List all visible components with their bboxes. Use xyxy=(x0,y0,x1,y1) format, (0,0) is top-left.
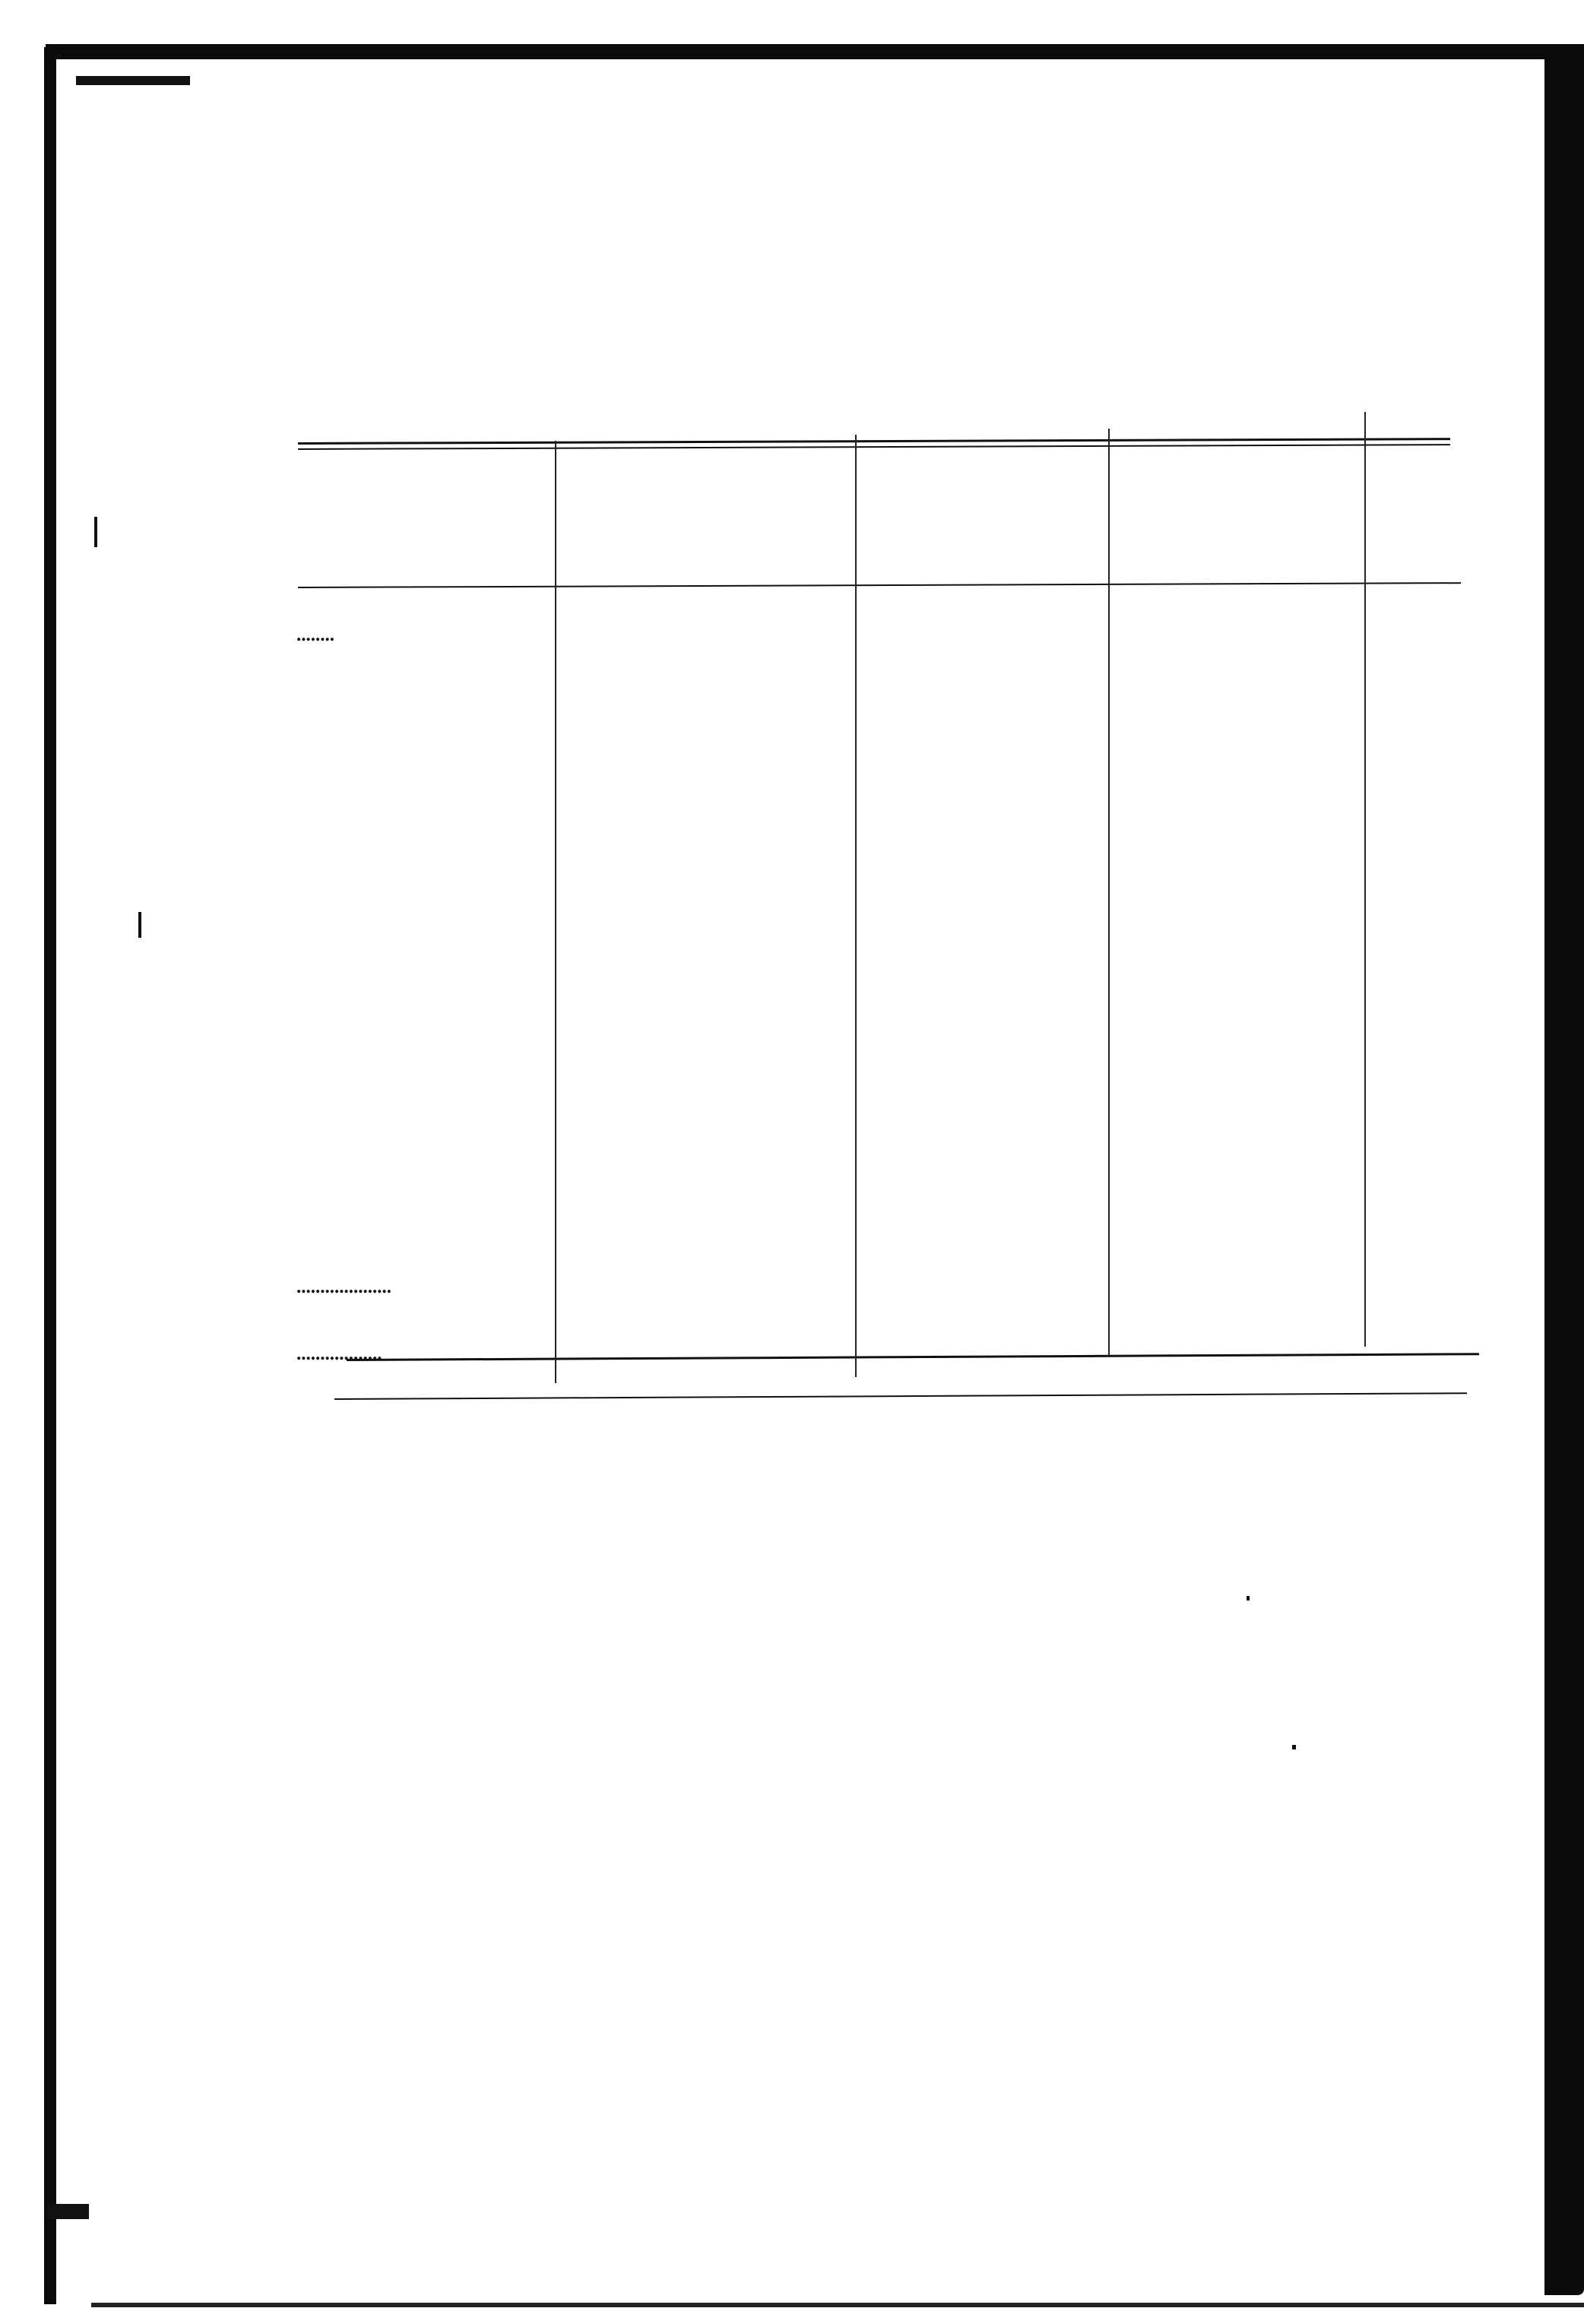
scan-border-right xyxy=(1544,46,1584,2295)
table-top-rule-2 xyxy=(298,444,1450,450)
table-bottom-rule-2 xyxy=(334,1392,1467,1400)
scan-speck xyxy=(138,912,141,938)
column-divider xyxy=(555,441,556,1383)
scan-border-left xyxy=(44,47,56,2304)
leader-dots: .................... xyxy=(296,1277,391,1297)
country-cell xyxy=(296,625,562,646)
scan-speck xyxy=(94,517,97,547)
table-top-rule xyxy=(298,438,1450,445)
leader-dots: .................. xyxy=(296,1344,382,1364)
column-divider xyxy=(1364,412,1366,1347)
table-caption xyxy=(295,257,1465,281)
name-column xyxy=(865,600,1110,602)
country-cell xyxy=(296,1277,562,1298)
caption-line-3 xyxy=(295,257,1465,281)
scan-border-top xyxy=(46,44,1584,59)
scan-speck xyxy=(76,76,190,85)
scan-border-bottom xyxy=(91,2303,1584,2307)
quality-column xyxy=(1119,596,1365,597)
column-divider xyxy=(855,435,857,1377)
caption-line-2 xyxy=(295,257,1465,281)
country-cell xyxy=(296,1344,562,1365)
column-divider xyxy=(1108,429,1110,1356)
leader-dots: ........ xyxy=(296,625,334,645)
scan-speck xyxy=(1247,1596,1250,1601)
scan-speck xyxy=(47,2204,89,2219)
scan-speck xyxy=(1292,1745,1296,1749)
header-bottom-rule xyxy=(298,582,1461,588)
place-column xyxy=(564,613,853,614)
